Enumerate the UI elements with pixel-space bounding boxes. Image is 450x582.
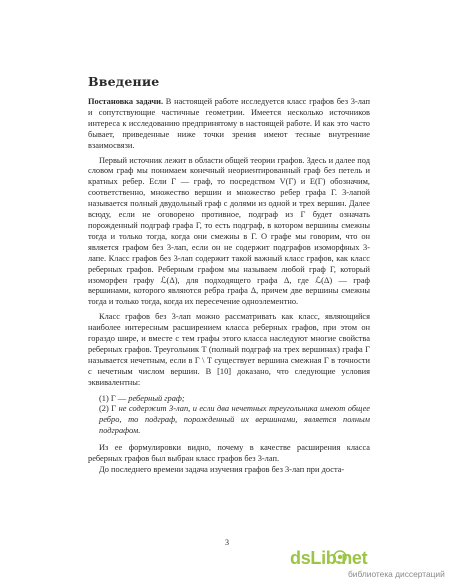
paragraph-graph-theory: Первый источник лежит в области общей теории графов. Здесь и далее под словом граф мы понимаем конечный неориентированный граф без петель и кратных ребер. Если Γ — граф, то посредством V(Γ) и E(Γ) обозначим, соответственно, множество вершин и множество ребер графа Γ. 3-лапой называется полный двудольный граф с долями из одной и трех вершин. Далее всюду, если не оговорено противное, подграф из Γ будет означать порожденный подграф графа Γ, то есть подграф, в котором вершины смежны тогда и только тогда, когда они смежны в Γ. О графе мы говорим, что он является графом без 3-лап, если он не содержит подграфов изоморфных 3-лапе. Класс графов без 3-лап содержит такой важный класс графов, как класс реберных графов. Реберным графом мы называем любой граф Γ, который изоморфен графу ℒ(Δ), для подходящего графа Δ, где ℒ(Δ) — граф вершинами, которого являются ребра графа Δ, причем две вершины смежны тогда и только тогда, когда их пересечение одноэлементно. <box>88 155 370 307</box>
condition-1 <box>88 394 370 405</box>
paragraph-continuation: До последнего времени задача изучения графов без 3-лап при доста- <box>99 465 345 474</box>
paragraph-formulation: Из ее формулировки видно, почему в качестве расширения класса реберных графов был выбран класс графов без 3-лап. <box>88 443 370 464</box>
condition-1-number: (1) Γ — <box>99 393 129 403</box>
page-number: 3 <box>225 538 229 547</box>
paragraph-problem-statement <box>88 97 370 152</box>
condition-2 <box>88 404 370 437</box>
section-title: Введение <box>88 74 160 89</box>
watermark-caption: библиотека диссертаций <box>348 569 445 579</box>
equivalence-conditions-list <box>88 394 370 438</box>
condition-2-text: не содержит 3-лап, и если два нечетных треугольника имеют общее ребро, то подграф, порожденный их вершинами, является полным подграфом. <box>99 404 370 436</box>
body-text <box>88 97 370 476</box>
paragraph-text: В настоящей работе исследуется класс графов без 3-лап и сопутствующие частичные геометрии. Имеется несколько источников интереса к исследованию предпринятому в настоящей работе. И как это часто бывает, приведенные ниже точки зрения имеют тесные внутренние взаимосвязи. <box>88 97 370 150</box>
paragraph-lead: Постановка задачи. <box>88 97 164 106</box>
condition-1-text: реберный граф; <box>128 393 185 403</box>
dslib-watermark <box>290 548 448 580</box>
paragraph-claw-free-class: Класс графов без 3-лап можно рассматривать как класс, являющийся наиболее интересным расширением класса реберных графов, при этом он гораздо шире, и вместе с тем графы этого класса наследуют многие свойства реберных графов. Треугольник T (полный подграф на трех вершинах) графа Γ называется нечетным, если в Γ \ T существует вершина смежная Г в точности с нечетным числом вершин. В [10] доказано, что следующие условия эквивалентны: <box>88 312 370 387</box>
condition-2-number: (2) Γ <box>99 404 119 414</box>
watermark-logo-text: dsLib.net <box>290 548 368 568</box>
